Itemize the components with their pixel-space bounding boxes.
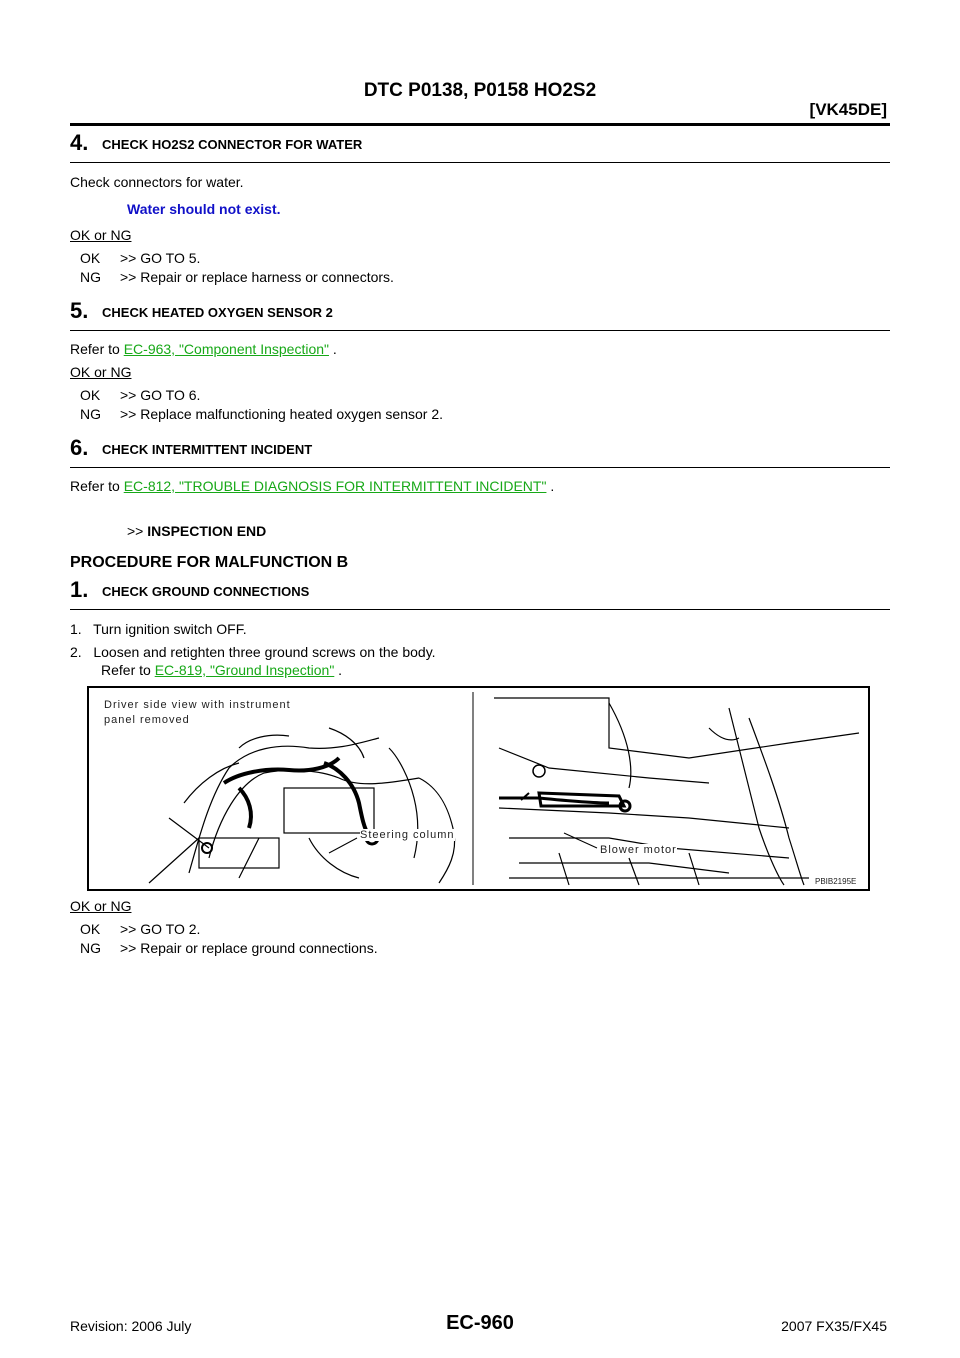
ok-or-ng: OK or NG: [70, 898, 132, 914]
intermittent-incident-link[interactable]: EC-812, "TROUBLE DIAGNOSIS FOR INTERMITTENT INCIDENT": [123, 478, 547, 494]
end-text: INSPECTION END: [147, 523, 267, 539]
step-title: CHECK HO2S2 CONNECTOR FOR WATER: [102, 137, 363, 152]
result-ng: [80, 940, 378, 956]
footer-revision: Revision: 2006 July: [70, 1318, 192, 1334]
spec-text: Water should not exist.: [127, 201, 281, 217]
ok-or-ng: OK or NG: [70, 364, 132, 380]
result-key: OK: [80, 250, 101, 266]
step-6-heading: [70, 435, 890, 468]
step-number: 6.: [70, 435, 89, 460]
step-number: 5.: [70, 298, 89, 323]
step-4-heading: [70, 130, 890, 163]
result-key: NG: [80, 406, 101, 422]
step-4-text: Check connectors for water.: [70, 174, 244, 190]
result-ok: [80, 387, 200, 403]
refer-prefix: Refer to: [70, 478, 124, 494]
step-1-heading: [70, 577, 890, 610]
component-inspection-link[interactable]: EC-963, "Component Inspection": [123, 341, 329, 357]
step-title: CHECK GROUND CONNECTIONS: [102, 584, 310, 599]
result-ok: [80, 921, 200, 937]
step-title: CHECK INTERMITTENT INCIDENT: [102, 442, 313, 457]
step-6-refer: [70, 478, 554, 494]
result-value: >> GO TO 2.: [120, 921, 201, 937]
refer-suffix: .: [546, 478, 555, 494]
result-value: >> Repair or replace ground connections.: [120, 940, 378, 956]
figure-caption-line-1: Driver side view with instrument: [104, 699, 291, 711]
footer-model: 2007 FX35/FX45: [781, 1318, 887, 1334]
ok-or-ng: OK or NG: [70, 227, 132, 243]
step-5-refer: [70, 341, 337, 357]
header-rule: [70, 123, 890, 126]
result-ng: [80, 269, 394, 285]
refer-suffix: .: [334, 662, 343, 678]
step-1-refer: [101, 662, 342, 678]
result-value: >> GO TO 6.: [120, 387, 201, 403]
result-ng: [80, 406, 443, 422]
refer-prefix: Refer to: [101, 662, 155, 678]
result-value: >> Replace malfunctioning heated oxygen sensor 2.: [120, 406, 443, 422]
page-title: DTC P0138, P0158 HO2S2: [363, 80, 597, 101]
inspection-end: [127, 523, 266, 539]
step-number: 4.: [70, 130, 89, 155]
footer-page-number: EC-960: [446, 1312, 514, 1334]
result-key: OK: [80, 921, 101, 937]
figure-illustration: [89, 688, 868, 889]
procedure-b-heading: PROCEDURE FOR MALFUNCTION B: [70, 554, 349, 571]
end-prefix: >>: [127, 523, 144, 539]
figure-id: PBIB2195E: [815, 877, 857, 886]
step-title: CHECK HEATED OXYGEN SENSOR 2: [102, 305, 333, 320]
step-5-heading: [70, 298, 890, 331]
result-key: OK: [80, 387, 101, 403]
result-key: NG: [80, 940, 101, 956]
step-number: 1.: [70, 577, 89, 602]
ground-screw-figure: [87, 686, 870, 891]
ground-inspection-link[interactable]: EC-819, "Ground Inspection": [154, 662, 335, 678]
label-steering-column: Steering column: [360, 829, 455, 841]
engine-code: [VK45DE]: [809, 100, 887, 119]
result-ok: [80, 250, 200, 266]
refer-prefix: Refer to: [70, 341, 124, 357]
figure-caption-line-2: panel removed: [104, 714, 190, 726]
result-value: >> GO TO 5.: [120, 250, 201, 266]
refer-suffix: .: [328, 341, 337, 357]
instruction-1: 1. Turn ignition switch OFF.: [70, 621, 247, 637]
instruction-2: 2. Loosen and retighten three ground screws on the body.: [70, 644, 436, 660]
label-blower-motor: Blower motor: [600, 844, 677, 856]
result-key: NG: [80, 269, 101, 285]
result-value: >> Repair or replace harness or connectors.: [120, 269, 394, 285]
